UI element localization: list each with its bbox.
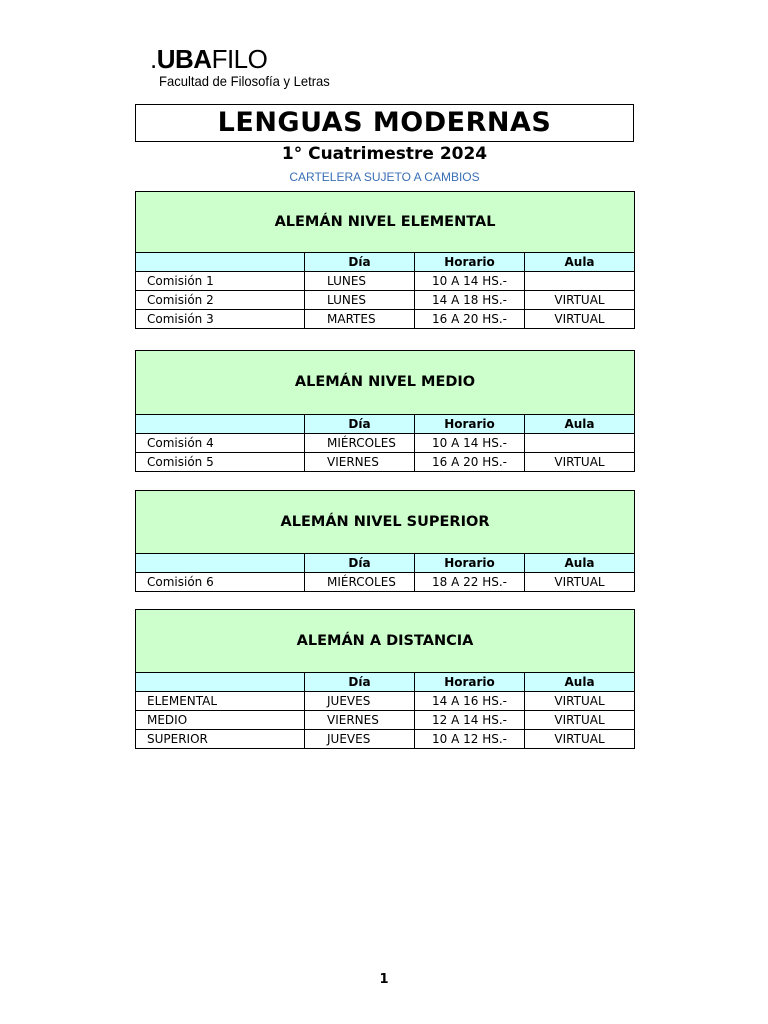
- section-title: ALEMÁN NIVEL MEDIO: [136, 351, 635, 415]
- cell-aula: [525, 434, 635, 453]
- cell-dia: LUNES: [305, 291, 415, 310]
- table-header: [136, 415, 635, 434]
- schedule-table: [135, 609, 635, 749]
- page-subtitle: 1° Cuatrimestre 2024: [281, 144, 488, 164]
- table-row: [136, 692, 635, 711]
- cell-dia: MIÉRCOLES: [305, 573, 415, 592]
- header-aula: Aula: [525, 673, 635, 692]
- cell-comision: Comisión 3: [136, 310, 305, 329]
- schedule-table: [135, 490, 635, 592]
- table-row: [136, 453, 635, 472]
- section-aleman-superior: [135, 490, 634, 592]
- cell-dia: VIERNES: [305, 453, 415, 472]
- schedule-note: CARTELERA SUJETO A CAMBIOS: [289, 170, 480, 184]
- cell-aula: VIRTUAL: [525, 453, 635, 472]
- logo-uba: UBA: [156, 44, 212, 74]
- section-aleman-distancia: [135, 609, 634, 749]
- cell-horario: 10 A 12 HS.-: [415, 730, 525, 749]
- cell-aula: VIRTUAL: [525, 692, 635, 711]
- logo-filo: FILO: [211, 44, 268, 74]
- header-horario: Horario: [415, 554, 525, 573]
- section-title: ALEMÁN A DISTANCIA: [136, 610, 635, 673]
- cell-horario: 12 A 14 HS.-: [415, 711, 525, 730]
- cell-horario: 14 A 16 HS.-: [415, 692, 525, 711]
- cell-dia: MARTES: [305, 310, 415, 329]
- cell-comision: Comisión 6: [136, 573, 305, 592]
- page-title: LENGUAS MODERNAS: [135, 104, 634, 142]
- header-comision: [136, 554, 305, 573]
- cell-horario: 10 A 14 HS.-: [415, 272, 525, 291]
- cell-comision: ELEMENTAL: [136, 692, 305, 711]
- table-row: [136, 310, 635, 329]
- header-aula: Aula: [525, 253, 635, 272]
- cell-horario: 18 A 22 HS.-: [415, 573, 525, 592]
- cell-aula: VIRTUAL: [525, 730, 635, 749]
- header-horario: Horario: [415, 673, 525, 692]
- cell-horario: 16 A 20 HS.-: [415, 310, 525, 329]
- header-dia: Día: [305, 415, 415, 434]
- cell-aula: VIRTUAL: [525, 573, 635, 592]
- cell-comision: Comisión 5: [136, 453, 305, 472]
- logo-subtitle: Facultad de Filosofía y Letras: [159, 73, 330, 89]
- logo-wordmark: [150, 44, 390, 74]
- cell-dia: MIÉRCOLES: [305, 434, 415, 453]
- schedule-table: [135, 350, 635, 472]
- cell-dia: JUEVES: [305, 692, 415, 711]
- uba-filo-logo: [150, 44, 390, 89]
- header-dia: Día: [305, 253, 415, 272]
- cell-dia: JUEVES: [305, 730, 415, 749]
- header-dia: Día: [305, 554, 415, 573]
- cell-dia: LUNES: [305, 272, 415, 291]
- header-comision: [136, 253, 305, 272]
- cell-aula: [525, 272, 635, 291]
- header-aula: Aula: [525, 415, 635, 434]
- cell-comision: MEDIO: [136, 711, 305, 730]
- table-header: [136, 554, 635, 573]
- table-row: [136, 711, 635, 730]
- cell-aula: VIRTUAL: [525, 291, 635, 310]
- header-comision: [136, 415, 305, 434]
- cell-horario: 16 A 20 HS.-: [415, 453, 525, 472]
- cell-horario: 10 A 14 HS.-: [415, 434, 525, 453]
- cell-aula: VIRTUAL: [525, 310, 635, 329]
- cell-dia: VIERNES: [305, 711, 415, 730]
- header-aula: Aula: [525, 554, 635, 573]
- cell-horario: 14 A 18 HS.-: [415, 291, 525, 310]
- table-row: [136, 573, 635, 592]
- cell-aula: VIRTUAL: [525, 711, 635, 730]
- section-aleman-elemental: [135, 191, 634, 329]
- table-row: [136, 730, 635, 749]
- table-row: [136, 434, 635, 453]
- section-aleman-medio: [135, 350, 634, 472]
- cell-comision: Comisión 1: [136, 272, 305, 291]
- table-header: [136, 253, 635, 272]
- cell-comision: Comisión 2: [136, 291, 305, 310]
- header-horario: Horario: [415, 253, 525, 272]
- header-horario: Horario: [415, 415, 525, 434]
- header-comision: [136, 673, 305, 692]
- table-row: [136, 272, 635, 291]
- table-header: [136, 673, 635, 692]
- cell-comision: SUPERIOR: [136, 730, 305, 749]
- header-dia: Día: [305, 673, 415, 692]
- schedule-table: [135, 191, 635, 329]
- cell-comision: Comisión 4: [136, 434, 305, 453]
- table-row: [136, 291, 635, 310]
- logo-dot: .: [150, 44, 157, 74]
- page-number: 1: [379, 972, 389, 987]
- section-title: ALEMÁN NIVEL ELEMENTAL: [136, 192, 635, 253]
- section-title: ALEMÁN NIVEL SUPERIOR: [136, 491, 635, 554]
